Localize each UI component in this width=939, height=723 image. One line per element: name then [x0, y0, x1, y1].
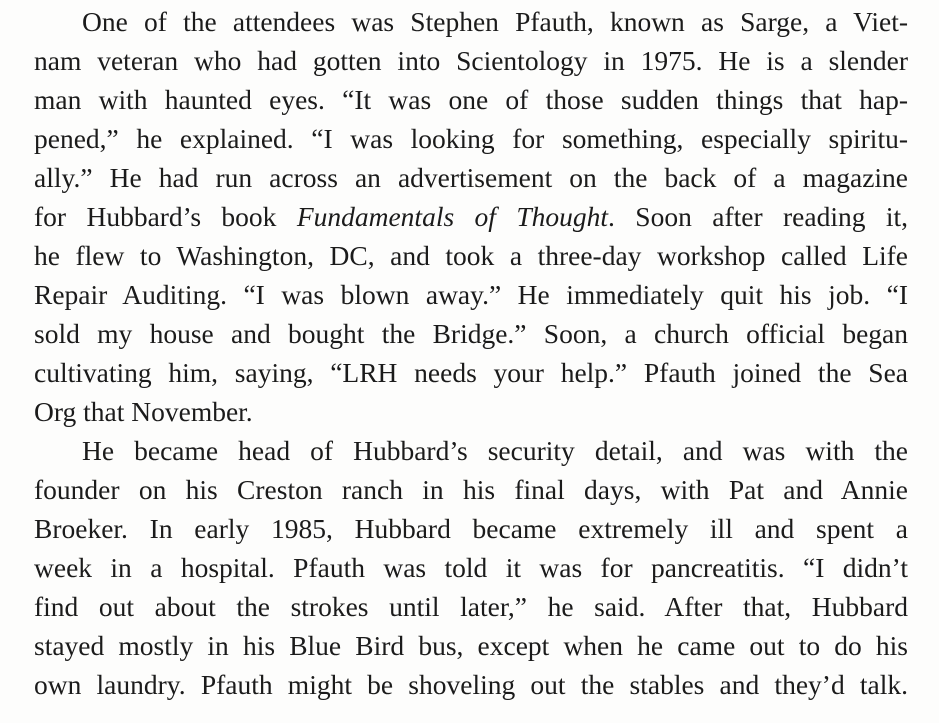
paragraph-2-line-5: find out about the strokes until later,” he said. After that, Hubbard — [34, 591, 908, 622]
paragraph-1-line-3: man with haunted eyes. “It was one of those sudden things that hap- — [34, 84, 908, 115]
paragraph-1-line-10: cultivating him, saying, “LRH needs your help.” Pfauth joined the Sea — [34, 357, 908, 388]
paragraph-2-line-7: own laundry. Pfauth might be shoveling out the stables and they’d talk. — [34, 669, 908, 700]
paragraph-2-line-3: Broeker. In early 1985, Hubbard became extremely ill and spent a — [34, 513, 908, 544]
book-title-italic: Fundamentals of Thought — [296, 201, 609, 232]
paragraph-1-line-9: sold my house and bought the Bridge.” Soon, a church official began — [34, 318, 908, 349]
paragraph-1-line-7: he flew to Washington, DC, and took a three-day workshop called Life — [34, 240, 908, 271]
paragraph-1-line-11: Org that November. — [34, 396, 253, 427]
paragraph-1-line-2: nam veteran who had gotten into Scientology in 1975. He is a slender — [34, 45, 908, 76]
line-6-text-before: for Hubbard’s book — [34, 201, 297, 232]
paragraph-2-line-6: stayed mostly in his Blue Bird bus, except when he came out to do his — [34, 630, 908, 661]
paragraph-2-line-2: founder on his Creston ranch in his final days, with Pat and Annie — [34, 474, 908, 505]
paragraph-1-line-6 — [34, 197, 908, 236]
paragraph-1-line-4: pened,” he explained. “I was looking for something, especially spiritu- — [34, 123, 908, 154]
paragraph-1-line-1: One of the attendees was Stephen Pfauth, known as Sarge, a Viet- — [82, 6, 908, 37]
line-6-text-after: . Soon after reading it, — [608, 201, 909, 232]
paragraph-1-line-8: Repair Auditing. “I was blown away.” He immediately quit his job. “I — [34, 279, 908, 310]
paragraph-1-line-5: ally.” He had run across an advertisement on the back of a magazine — [34, 162, 908, 193]
paragraph-2-line-4: week in a hospital. Pfauth was told it was for pancreatitis. “I didn’t — [34, 552, 908, 583]
paragraph-2-line-1: He became head of Hubbard’s security detail, and was with the — [82, 435, 908, 466]
